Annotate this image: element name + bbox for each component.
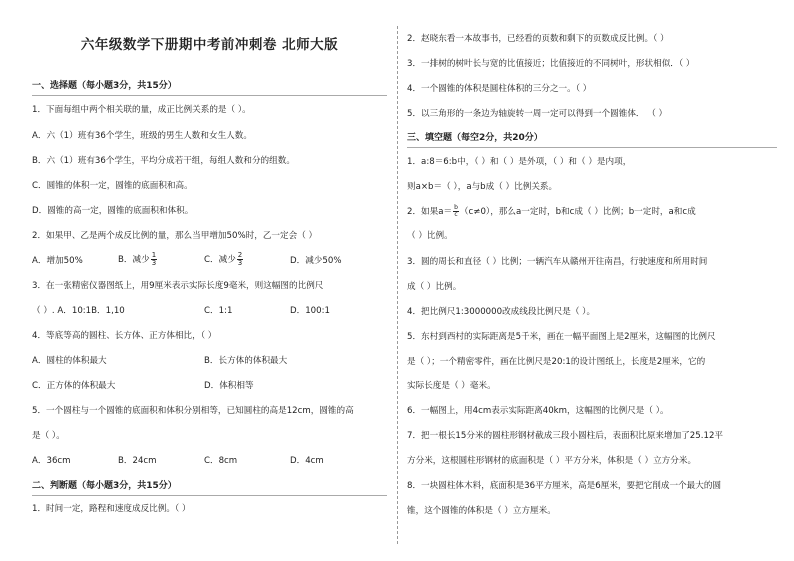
judge-q2: 2．赵晓东看一本故事书，已经看的页数和剩下的页数成反比例。（ ） bbox=[407, 34, 669, 44]
choice-q2-option-c bbox=[204, 252, 244, 267]
choice-q1-option-c: C．圆锥的体积一定，圆锥的底面积和高。 bbox=[32, 181, 193, 191]
choice-q4-option-d: D．体积相等 bbox=[204, 381, 254, 391]
fill-q8: 8．一块圆柱体木料，底面积是36平方厘米，高是6厘米，要把它削成一个最大的圆 bbox=[407, 481, 722, 491]
choice-q4: 4．等底等高的圆柱、长方体、正方体相比，（ ） bbox=[32, 331, 217, 341]
choice-q5-continued: 是（ ）。 bbox=[32, 431, 65, 441]
choice-q4-option-a: A．圆柱的体积最大 bbox=[32, 356, 107, 366]
choice-q5-option-c: C．8cm bbox=[204, 456, 238, 466]
fill-q2-prefix: 2．如果a＝ bbox=[407, 207, 453, 217]
choice-q4-option-b: B．长方体的体积最大 bbox=[204, 356, 288, 366]
choice-q2: 2．如果甲、乙是两个成反比例的量，那么当甲增加50%时，乙一定会（ ） bbox=[32, 231, 318, 241]
choice-q2-option-b bbox=[118, 252, 158, 267]
section-rule bbox=[32, 95, 387, 96]
choice-q2-option-a: A．增加50% bbox=[32, 256, 83, 266]
fill-q2-continued: （ ）比例。 bbox=[407, 231, 453, 241]
judge-q1: 1．时间一定，路程和速度成反比例。（ ） bbox=[32, 504, 191, 514]
fill-q5-continued: 是（ ）；一个精密零件，画在比例尺是20:1的设计图纸上，长度是2厘米，它的 bbox=[407, 357, 706, 367]
fill-q5-continued-2: 实际长度是（ ）毫米。 bbox=[407, 381, 496, 391]
section-fill-heading: 三、填空题（每空2分，共20分） bbox=[407, 133, 543, 143]
section-choice-heading: 一、选择题（每小题3分，共15分） bbox=[32, 81, 177, 91]
option-c-prefix: C．减少 bbox=[204, 255, 236, 265]
fraction-denominator: 3 bbox=[151, 259, 157, 267]
fill-q7: 7．把一根长15分米的圆柱形钢材截成三段小圆柱后，表面积比原来增加了25.12平 bbox=[407, 431, 724, 441]
fill-q3: 3．圆的周长和直径（ ）比例；一辆汽车从赣州开往南昌，行驶速度和所用时间 bbox=[407, 257, 708, 267]
fraction-numerator: b bbox=[454, 204, 458, 211]
judge-q4: 4．一个圆锥的体积是圆柱体积的三分之一。（ ） bbox=[407, 84, 592, 94]
fill-q5: 5．东村到西村的实际距离是5千米，画在一幅平面图上是2厘米，这幅图的比例尺 bbox=[407, 332, 716, 342]
fraction bbox=[453, 205, 459, 218]
choice-q3-options-ab: （ ）. A．10:1B．1,10 bbox=[32, 306, 125, 316]
fraction-numerator: 2 bbox=[237, 251, 243, 259]
column-divider bbox=[397, 26, 398, 544]
judge-q3: 3．一排树的树叶长与宽的比值接近；比值接近的不同树叶，形状相似．（ ） bbox=[407, 59, 695, 69]
fill-q1: 1．a:8＝6:b中，（ ）和（ ）是外项，（ ）和（ ）是内项， bbox=[407, 157, 632, 167]
judge-q5: 5．以三角形的一条边为轴旋转一周一定可以得到一个圆锥体． （ ） bbox=[407, 109, 668, 119]
fraction bbox=[237, 252, 243, 267]
fraction-numerator: 1 bbox=[151, 251, 157, 259]
choice-q3-option-c: C．1:1 bbox=[204, 306, 233, 316]
choice-q4-option-c: C．正方体的体积最大 bbox=[32, 381, 116, 391]
choice-q1-option-d: D．圆锥的高一定，圆锥的底面积和体积。 bbox=[32, 206, 194, 216]
section-rule bbox=[32, 495, 387, 496]
fill-q4: 4．把比例尺1:3000000改成线段比例尺是（ ）。 bbox=[407, 307, 596, 317]
fill-q8-continued: 锥，这个圆锥的体积是（ ）立方厘米。 bbox=[407, 506, 556, 516]
section-judge-heading: 二、判断题（每小题3分，共15分） bbox=[32, 481, 177, 491]
choice-q1-option-a: A．六（1）班有36个学生，班级的男生人数和女生人数。 bbox=[32, 131, 252, 141]
option-b-prefix: B．减少 bbox=[118, 255, 150, 265]
fraction bbox=[151, 252, 157, 267]
fraction-denominator: 3 bbox=[237, 259, 243, 267]
fill-q6: 6．一幅图上，用4cm表示实际距离40km，这幅图的比例尺是（ ）。 bbox=[407, 406, 669, 416]
fill-q2-suffix: （c≠0），那么a一定时，b和c成（ ）比例；b一定时，a和c成 bbox=[459, 207, 696, 217]
choice-q1-option-b: B．六（1）班有36个学生，平均分成若干组，每组人数和分的组数。 bbox=[32, 156, 295, 166]
choice-q5-option-b: B．24cm bbox=[118, 456, 157, 466]
choice-q5-option-a: A．36cm bbox=[32, 456, 71, 466]
choice-q1: 1．下面每组中两个相关联的量，成正比例关系的是（ ）。 bbox=[32, 105, 251, 115]
fill-q7-continued: 方分米，这根圆柱形钢材的底面积是（ ）平方分米，体积是（ ）立方分米。 bbox=[407, 456, 697, 466]
fill-q2 bbox=[407, 205, 696, 218]
fraction-denominator: c bbox=[454, 211, 458, 218]
page-title: 六年级数学下册期中考前冲刺卷 北师大版 bbox=[80, 37, 339, 53]
fill-q1-continued: 则a×b＝（ ），a与b成（ ）比例关系。 bbox=[407, 182, 558, 192]
fill-q3-continued: 成（ ）比例。 bbox=[407, 282, 462, 292]
choice-q5: 5．一个圆柱与一个圆锥的底面积和体积分别相等，已知圆柱的高是12cm，圆锥的高 bbox=[32, 406, 354, 416]
choice-q3-option-d: D．100:1 bbox=[290, 306, 330, 316]
choice-q5-option-d: D．4cm bbox=[290, 456, 324, 466]
section-rule bbox=[407, 147, 777, 148]
choice-q3: 3．在一张精密仪器图纸上，用9厘米表示实际长度9毫米，则这幅图的比例尺 bbox=[32, 281, 324, 291]
choice-q2-option-d: D．减少50% bbox=[290, 256, 342, 266]
